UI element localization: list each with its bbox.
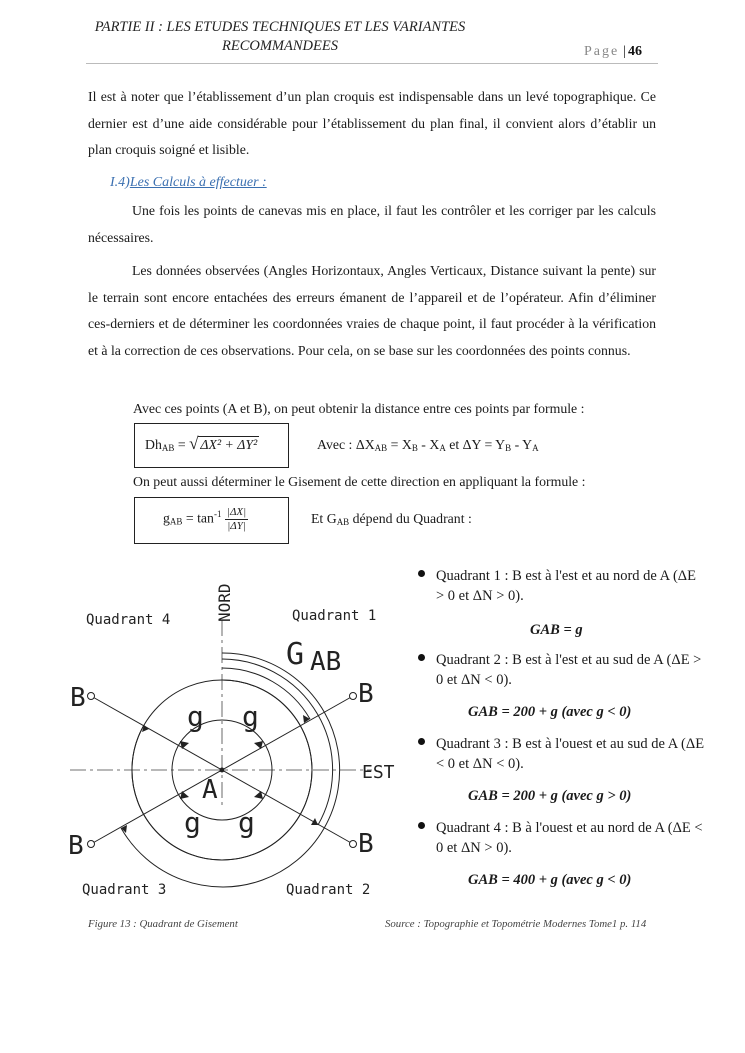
quadrant-2-text: Quadrant 2 : B est à l'est et au sud de A (ΔE > 0 et ΔN < 0). [436, 652, 702, 688]
fraction-num: |ΔX| [226, 506, 247, 518]
quadrant-1-label: Quadrant 1 [292, 608, 377, 624]
fraction [225, 506, 248, 533]
page-label: Page [584, 44, 620, 59]
gab-sub: AB [336, 517, 350, 527]
sqrt-icon: √ [189, 434, 199, 453]
page-number [584, 44, 642, 60]
paragraph-2-text: Une fois les points de canevas mis en place, il faut les contrôler et les corriger par les calculs nécessaires. [88, 203, 656, 245]
quadrant-4-text: Quadrant 4 : B à l'ouest et au nord de A (ΔE < 0 et ΔN > 0). [436, 820, 703, 856]
b-point-se [350, 841, 357, 848]
paragraph-5: On peut aussi déterminer le Gisement de cette direction en appliquant la formule : [133, 474, 586, 489]
a-label: A [202, 775, 218, 805]
bullet-icon [418, 570, 425, 577]
b-point-sw [88, 841, 95, 848]
paragraph-3 [88, 258, 656, 364]
arrow-gab-q2 [311, 818, 318, 825]
g-label-ne: g [242, 700, 259, 733]
page-separator: | [623, 44, 627, 59]
quadrant-3-text: Quadrant 3 : B est à l'ouest et au sud de A (ΔE < 0 et ΔN < 0). [436, 736, 705, 772]
et-dy: et ΔY = Y [445, 437, 506, 452]
arrow-nw [180, 741, 189, 749]
paragraph-4: Avec ces points (A et B), on peut obtenir la distance entre ces points par formule : [133, 401, 585, 416]
g-label-se: g [238, 806, 255, 839]
paragraph-2 [88, 198, 656, 251]
avec-label: Avec : ΔX [317, 437, 375, 452]
bearing-formula-box [134, 497, 289, 544]
quadrant-item-1 [418, 566, 708, 636]
b-label-ne: B [358, 679, 374, 709]
nord-label: NORD [215, 583, 234, 622]
sub-a-1: A [439, 443, 446, 453]
quadrant-dependency [311, 511, 472, 527]
g-sub: AB [169, 516, 183, 527]
bullet-icon [418, 738, 425, 745]
header-title-line2: RECOMMANDEES [222, 38, 338, 54]
gab-arc-q1 [222, 668, 310, 719]
quadrant-item-2 [418, 650, 708, 720]
paragraph-1: Il est à noter que l’établissement d’un plan croquis est indispensable dans un levé topographique. Ce dernier est d’une aide considérable pour l’établissement du plan final, il convient alors d’établir un plan croquis soigné et lisible. [88, 89, 656, 157]
quadrant-3-label: Quadrant 3 [82, 882, 167, 898]
quadrant-item-4 [418, 818, 708, 888]
delta-definitions [317, 437, 539, 453]
b-point-ne [350, 693, 357, 700]
b-label-se: B [358, 829, 374, 859]
g-label: g [163, 510, 170, 526]
quadrant-4-label: Quadrant 4 [86, 612, 171, 628]
gab-ab-label: AB [310, 647, 342, 677]
tan-exp: -1 [213, 509, 222, 520]
g-label-nw: g [187, 700, 204, 733]
figure-source: Source : Topographie et Topométrie Modernes Tome1 p. 114 [385, 918, 647, 930]
sub-ab-1: AB [374, 443, 388, 453]
quadrant-2-label: Quadrant 2 [286, 882, 371, 898]
b-point-nw [88, 693, 95, 700]
header-title [0, 18, 560, 56]
bullet-icon [418, 822, 425, 829]
quadrant-4-formula: GAB = 400 + g (avec g < 0) [468, 872, 632, 888]
tan-label: = tan [182, 510, 214, 526]
arrow-sw [180, 791, 189, 799]
fraction-den: |ΔY| [227, 520, 246, 532]
paragraph-3-text: Les données observées (Angles Horizontaux, Angles Verticaux, Distance suivant la pente) sur le terrain sont encore entachées des erreurs émanent de l’appareil et de l’opérateur. Afin d’éliminer ces-derniers et de déterminer les coordonnées vraies de chaque point, il faut procéder à la vérification et à la correction de ces observations. Pour cela, on se base sur les coordonnées des points connus. [88, 263, 656, 358]
b-label-nw: B [70, 683, 86, 713]
sub-b-2: B [505, 443, 512, 453]
minus-xa: - X [417, 437, 440, 452]
section-number: I.4) [110, 175, 130, 190]
quadrant-3-formula: GAB = 200 + g (avec g > 0) [468, 788, 632, 804]
section-heading [110, 175, 267, 191]
depend-label: dépend du Quadrant : [349, 511, 472, 526]
header-title-line1: PARTIE II : LES ETUDES TECHNIQUES ET LES VARIANTES [94, 19, 466, 35]
g-label-sw: g [184, 806, 201, 839]
dh-label: Dh [145, 437, 162, 452]
quadrant-diagram [60, 560, 420, 905]
sub-b-1: B [411, 443, 418, 453]
est-label: EST [362, 762, 395, 783]
page-number-value: 46 [628, 44, 643, 59]
b-label-sw: B [68, 831, 84, 861]
section-title: Les Calculs à effectuer : [129, 175, 267, 190]
quadrant-2-formula: GAB = 200 + g (avec g < 0) [468, 704, 632, 720]
quadrant-1-text: Quadrant 1 : B est à l'est et au nord de A (ΔE > 0 et ΔN > 0). [436, 568, 696, 604]
quadrant-1-formula: GAB = g [530, 622, 583, 638]
figure-caption: Figure 13 : Quadrant de Gisement [88, 918, 238, 930]
distance-formula-box [134, 423, 289, 468]
avec-eq: = X [387, 437, 412, 452]
header-rule [86, 63, 658, 64]
quadrant-item-3 [418, 734, 708, 804]
sqrt-radicand: ΔX² + ΔY² [200, 437, 258, 452]
bullet-icon [418, 654, 425, 661]
sub-a-2: A [532, 443, 539, 453]
dh-sub: AB [161, 443, 175, 453]
a-point [220, 768, 225, 773]
dh-eq: = [174, 437, 190, 452]
minus-ya: - Y [511, 437, 533, 452]
gab-g-label: G [286, 637, 305, 672]
et-g-label: Et G [311, 511, 337, 526]
